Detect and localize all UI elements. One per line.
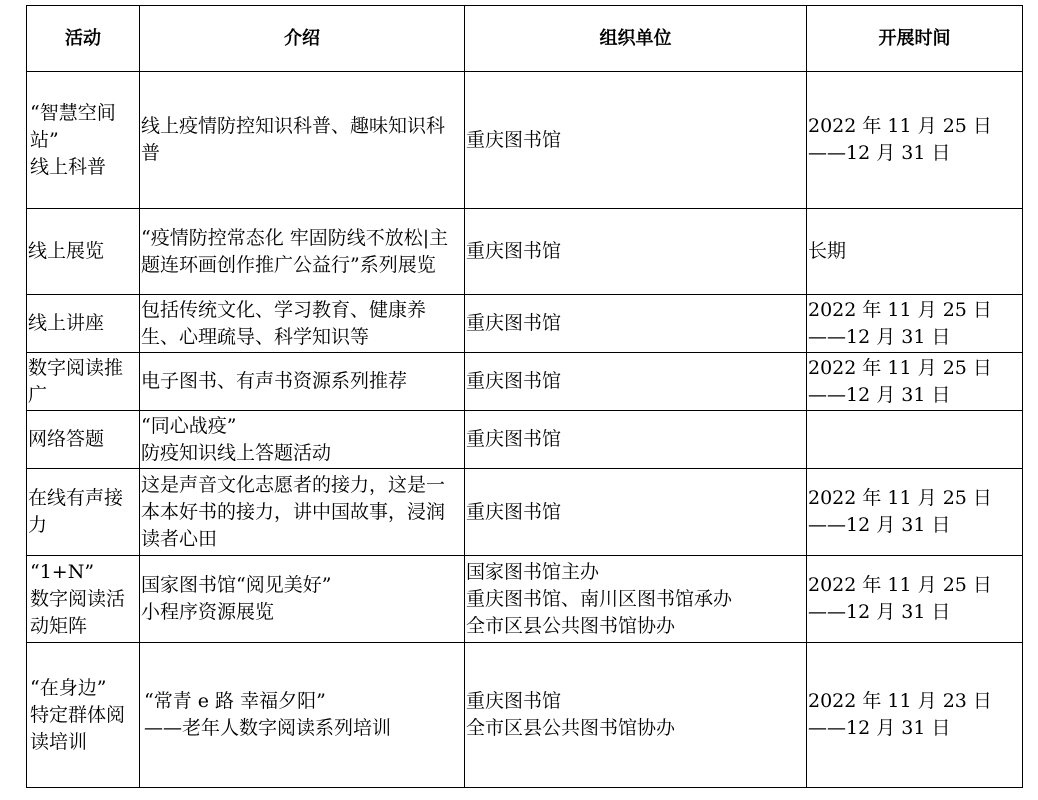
- cell-activity: “在身边” 特定群体阅读培训: [27, 643, 140, 788]
- cell-organizer: 重庆图书馆: [465, 72, 807, 209]
- cell-activity: 网络答题: [27, 411, 140, 469]
- cell-intro: 国家图书馆“阅见美好” 小程序资源展览: [140, 556, 465, 643]
- activities-table: [26, 5, 1023, 788]
- table-row: [27, 469, 1023, 556]
- cell-organizer: 重庆图书馆: [465, 295, 807, 353]
- cell-time: [807, 411, 1023, 469]
- header-intro: 介绍: [140, 6, 465, 72]
- cell-activity: 在线有声接力: [27, 469, 140, 556]
- cell-time: 2022 年 11 月 25 日 ——12 月 31 日: [807, 295, 1023, 353]
- cell-intro: “同心战疫” 防疫知识线上答题活动: [140, 411, 465, 469]
- header-row: [27, 6, 1023, 72]
- cell-organizer: 重庆图书馆: [465, 411, 807, 469]
- cell-intro: 电子图书、有声书资源系列推荐: [140, 353, 465, 411]
- cell-intro: “疫情防控常态化 牢固防线不放松|主题连环画创作推广公益行”系列展览: [140, 209, 465, 295]
- cell-activity: 数字阅读推广: [27, 353, 140, 411]
- cell-organizer: 国家图书馆主办 重庆图书馆、南川区图书馆承办 全市区县公共图书馆协办: [465, 556, 807, 643]
- cell-organizer: 重庆图书馆: [465, 353, 807, 411]
- table-row: [27, 209, 1023, 295]
- table-row: [27, 353, 1023, 411]
- cell-organizer: 重庆图书馆: [465, 209, 807, 295]
- table-row: [27, 643, 1023, 788]
- cell-intro: 线上疫情防控知识科普、趣味知识科普: [140, 72, 465, 209]
- table-row: [27, 295, 1023, 353]
- cell-time: 2022 年 11 月 25 日 ——12 月 31 日: [807, 72, 1023, 209]
- cell-time: 2022 年 11 月 25 日 ——12 月 31 日: [807, 469, 1023, 556]
- cell-time: 2022 年 11 月 25 日 ——12 月 31 日: [807, 353, 1023, 411]
- cell-time: 长期: [807, 209, 1023, 295]
- cell-activity: 线上展览: [27, 209, 140, 295]
- table-row: [27, 411, 1023, 469]
- header-organizer: 组织单位: [465, 6, 807, 72]
- table-row: [27, 556, 1023, 643]
- table-row: [27, 72, 1023, 209]
- cell-intro: “常青 e 路 幸福夕阳” ——老年人数字阅读系列培训: [140, 643, 465, 788]
- cell-time: 2022 年 11 月 25 日 ——12 月 31 日: [807, 556, 1023, 643]
- cell-organizer: 重庆图书馆 全市区县公共图书馆协办: [465, 643, 807, 788]
- cell-activity: 线上讲座: [27, 295, 140, 353]
- cell-time: 2022 年 11 月 23 日 ——12 月 31 日: [807, 643, 1023, 788]
- cell-organizer: 重庆图书馆: [465, 469, 807, 556]
- cell-intro: 包括传统文化、学习教育、健康养生、心理疏导、科学知识等: [140, 295, 465, 353]
- cell-intro: 这是声音文化志愿者的接力，这是一本本好书的接力，讲中国故事，浸润读者心田: [140, 469, 465, 556]
- header-time: 开展时间: [807, 6, 1023, 72]
- header-activity: 活动: [27, 6, 140, 72]
- cell-activity: “1+N” 数字阅读活动矩阵: [27, 556, 140, 643]
- cell-activity: “智慧空间站” 线上科普: [27, 72, 140, 209]
